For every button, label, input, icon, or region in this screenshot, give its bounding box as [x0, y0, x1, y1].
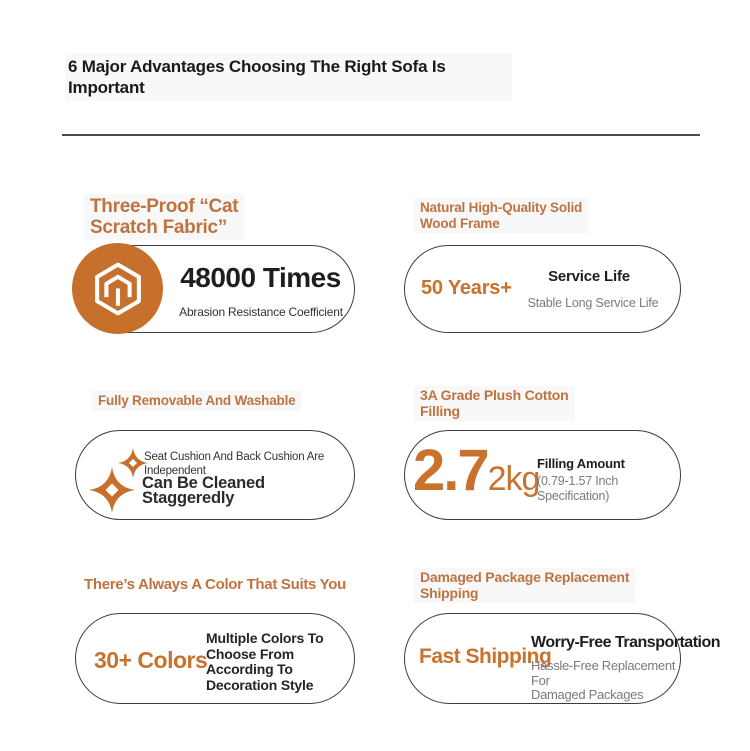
spec-line: Specification) [537, 489, 610, 503]
colors-description [206, 631, 323, 693]
card-service-life [404, 245, 681, 333]
fast-shipping-value: Fast Shipping [419, 645, 552, 668]
heading-line: There’s Always A Color That Suits You [83, 576, 346, 593]
worry-free-title: Worry-Free Transportation [531, 634, 721, 651]
note-line: Damaged Packages [531, 687, 644, 702]
sparkles-icon [86, 447, 150, 513]
description-line: According To [206, 661, 293, 677]
abrasion-label: Abrasion Resistance Coefficient [179, 305, 343, 319]
description-line: Decoration Style [206, 676, 314, 693]
heading-removable-washable [92, 391, 301, 411]
heading-line: Scratch Fabric” [90, 217, 227, 238]
heading-replacement-shipping [414, 568, 635, 603]
page-title-line1: 6 Major Advantages Choosing The Right Sofa Is [68, 57, 446, 76]
filling-amount-title: Filling Amount [537, 456, 625, 471]
heading-line: Natural High-Quality Solid [420, 200, 583, 215]
card-washable [75, 430, 355, 520]
abrasion-times-value: 48000 Times [180, 262, 341, 293]
cleaned-staggeredly-label [142, 476, 265, 506]
card-color-options [75, 613, 355, 704]
heading-line: Shipping [420, 584, 479, 601]
colors-count-value: 30+ Colors [94, 647, 208, 673]
brand-circle-badge [72, 243, 163, 334]
description-line: Multiple Colors To [206, 630, 324, 646]
page-title [65, 53, 512, 101]
heading-line: 3A Grade Plush Cotton [420, 387, 569, 403]
description-line: Choose From [206, 645, 295, 662]
heading-plush-cotton-filling [414, 386, 575, 421]
note-line: Hassle-Free Replacement For [531, 658, 676, 688]
note-line: Independent [144, 464, 206, 477]
heading-line: Fully Removable And Washable [98, 393, 296, 408]
heading-line: Three-Proof “Cat [90, 196, 239, 217]
card-fast-shipping [404, 613, 721, 704]
heading-line: Wood Frame [420, 215, 500, 231]
magento-hexagon-icon [89, 260, 147, 318]
replacement-note [531, 659, 680, 703]
heading-cat-scratch-fabric [84, 194, 244, 240]
card-filling-amount [404, 430, 681, 520]
service-life-title: Service Life [548, 268, 630, 285]
heading-line: Filling [420, 402, 460, 419]
page-title-line2: Important [68, 78, 145, 97]
card-abrasion-resistance [75, 245, 355, 333]
filling-spec-note [537, 474, 618, 504]
heading-color-suits-you [75, 574, 355, 595]
filling-weight-major: 2.7 [413, 438, 488, 503]
service-life-subtitle: Stable Long Service Life [527, 296, 659, 310]
heading-line: Damaged Package Replacement [420, 569, 630, 585]
heading-solid-wood-frame [414, 198, 588, 233]
service-life-years-value: 50 Years+ [421, 277, 512, 299]
title-divider [62, 134, 700, 136]
filling-weight-value [413, 438, 540, 503]
filling-weight-unit: 2kg [487, 460, 540, 498]
note-line: Seat Cushion And Back Cushion Are [144, 451, 325, 463]
label-line: Can Be Cleaned [142, 474, 265, 492]
spec-line: (0.79-1.57 Inch [537, 474, 619, 488]
label-line: Staggeredly [142, 489, 235, 507]
